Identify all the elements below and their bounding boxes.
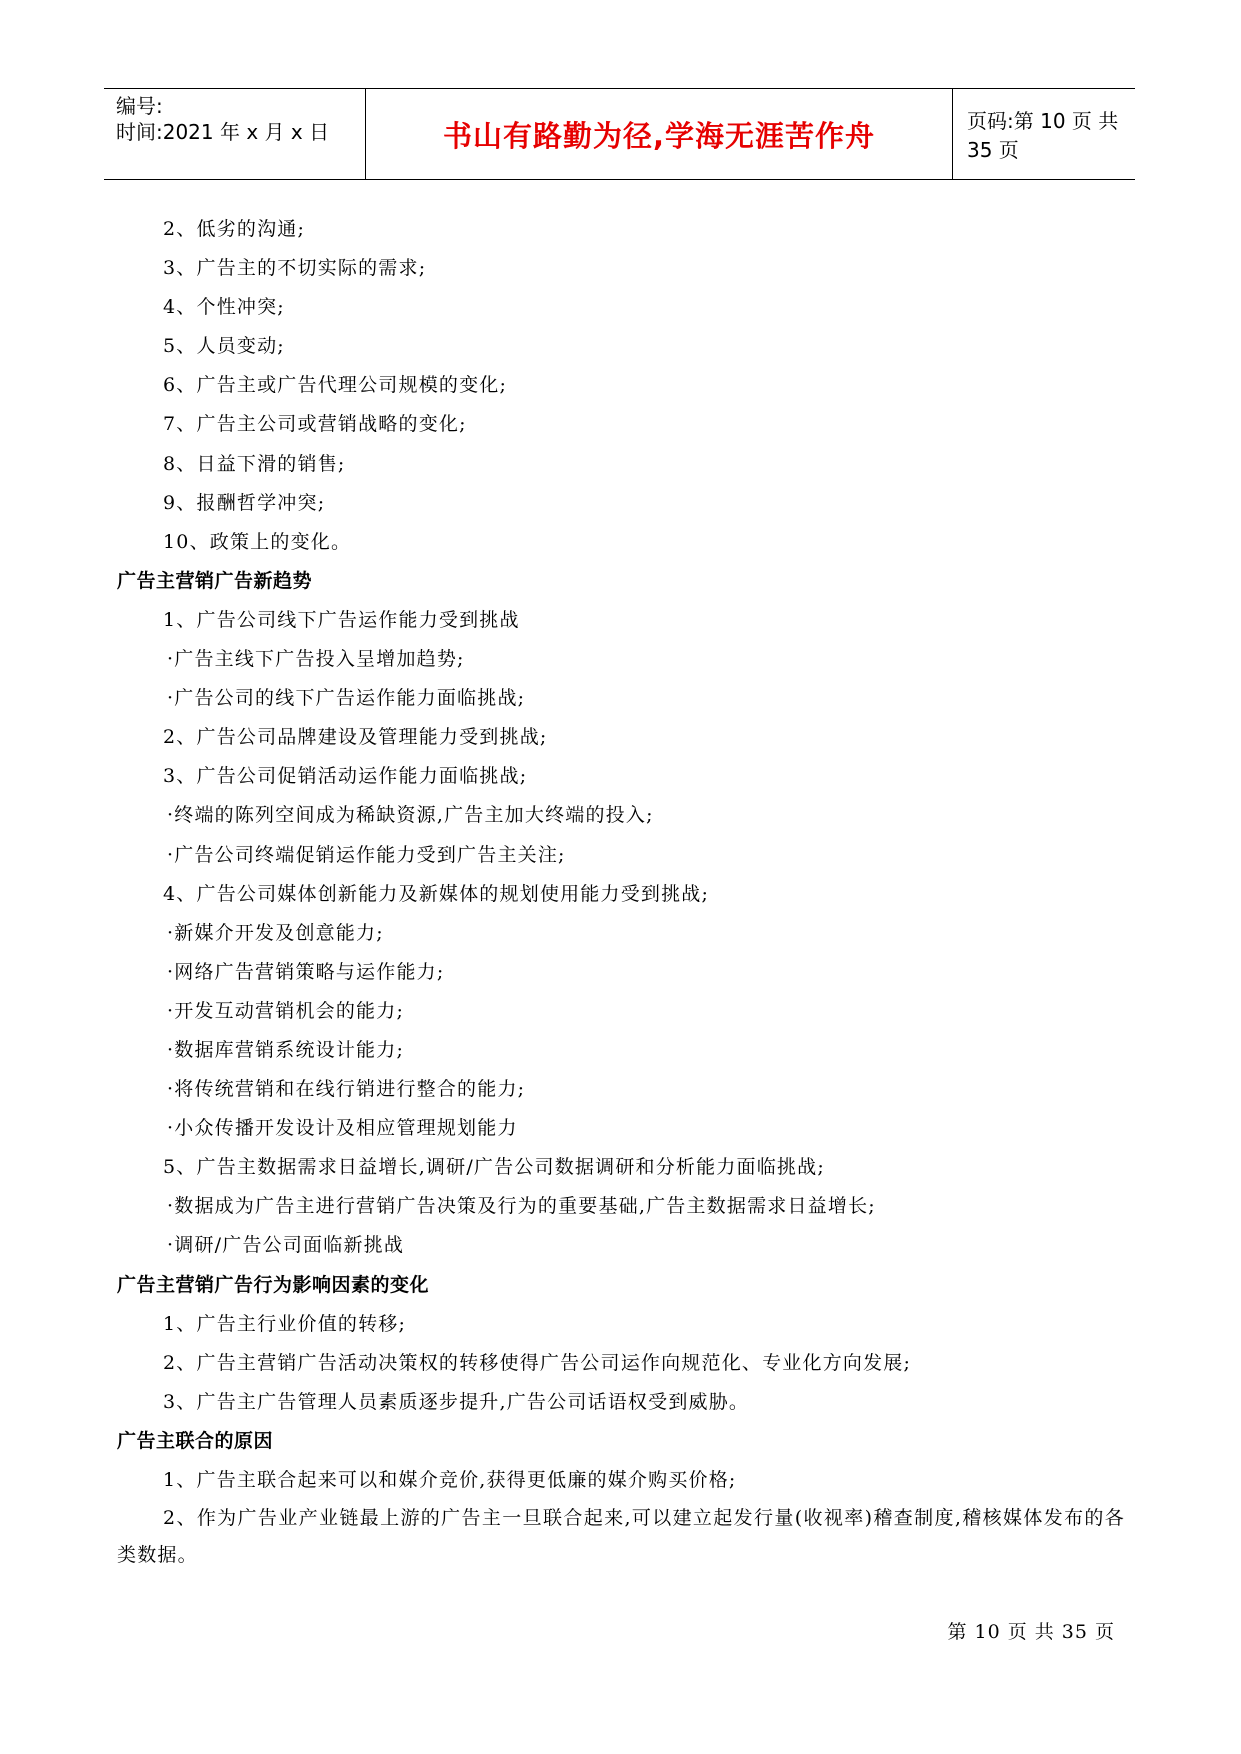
list-item: 1、广告主行业价值的转移; [163,1312,407,1335]
list-item: 3、广告主广告管理人员素质逐步提升,广告公司话语权受到威胁。 [163,1390,750,1413]
list-item: 5、人员变动; [163,335,285,358]
bullet-item: ·广告主线下广告投入呈增加趋势; [167,648,465,671]
document-time-label: 时间:2021 年 x 月 x 日 [116,120,330,144]
list-item: 1、广告公司线下广告运作能力受到挑战 [163,608,520,631]
header-meta [104,89,366,179]
body-lines [117,210,1125,1500]
bullet-item: ·新媒介开发及创意能力; [167,921,384,944]
list-item: 1、广告主联合起来可以和媒介竞价,获得更低廉的媒介购买价格; [163,1469,737,1491]
list-item: 3、广告公司促销活动运作能力面临挑战; [163,765,528,788]
header-motto: 书山有路勤为径,学海无涯苦作舟 [442,118,876,153]
page-header [104,88,1135,180]
bullet-item: ·开发互动营销机会的能力; [167,999,405,1022]
bullet-item: ·调研/广告公司面临新挑战 [167,1234,405,1257]
list-item: 2、广告主营销广告活动决策权的转移使得广告公司运作向规范化、专业化方向发展; [163,1351,912,1374]
bullet-item: ·将传统营销和在线行销进行整合的能力; [167,1078,526,1101]
document-number-label: 编号: [116,94,163,118]
bullet-item: ·数据成为广告主进行营销广告决策及行为的重要基础,广告主数据需求日益增长; [167,1195,876,1218]
body-paragraph: 2、作为广告业产业链最上游的广告主一旦联合起来,可以建立起发行量(收视率)稽查制度,稽核媒体发布的各类数据。 [117,1507,1125,1567]
section-heading: 广告主营销广告新趋势 [117,569,313,592]
list-item: 2、低劣的沟通; [163,218,306,240]
list-item: 10、政策上的变化。 [163,530,352,553]
list-item: 4、个性冲突; [163,296,285,319]
bullet-item: ·终端的陈列空间成为稀缺资源,广告主加大终端的投入; [167,804,654,827]
list-item: 2、广告公司品牌建设及管理能力受到挑战; [163,726,548,749]
section-heading: 广告主营销广告行为影响因素的变化 [117,1273,430,1296]
document-body [117,210,1125,1574]
header-motto-cell [366,89,953,179]
list-item: 9、报酬哲学冲突; [163,491,326,514]
list-item: 5、广告主数据需求日益增长,调研/广告公司数据调研和分析能力面临挑战; [163,1156,825,1179]
bullet-item: ·网络广告营销策略与运作能力; [167,960,445,983]
bullet-item: ·小众传播开发设计及相应管理规划能力 [167,1117,518,1140]
list-item: 6、广告主或广告代理公司规模的变化; [163,374,508,397]
list-item: 3、广告主的不切实际的需求; [163,257,427,280]
bullet-item: ·数据库营销系统设计能力; [167,1038,405,1061]
page-footer: 第 10 页 共 35 页 [947,1621,1115,1643]
list-item: 8、日益下滑的销售; [163,452,346,475]
list-item: 4、广告公司媒体创新能力及新媒体的规划使用能力受到挑战; [163,882,710,905]
bullet-item: ·广告公司的线下广告运作能力面临挑战; [167,687,526,710]
bullet-item: ·广告公司终端促销运作能力受到广告主关注; [167,843,566,866]
header-page-info: 页码:第 10 页 共 35 页 [967,109,1119,162]
list-item: 7、广告主公司或营销战略的变化; [163,413,467,436]
section-heading: 广告主联合的原因 [117,1429,274,1452]
